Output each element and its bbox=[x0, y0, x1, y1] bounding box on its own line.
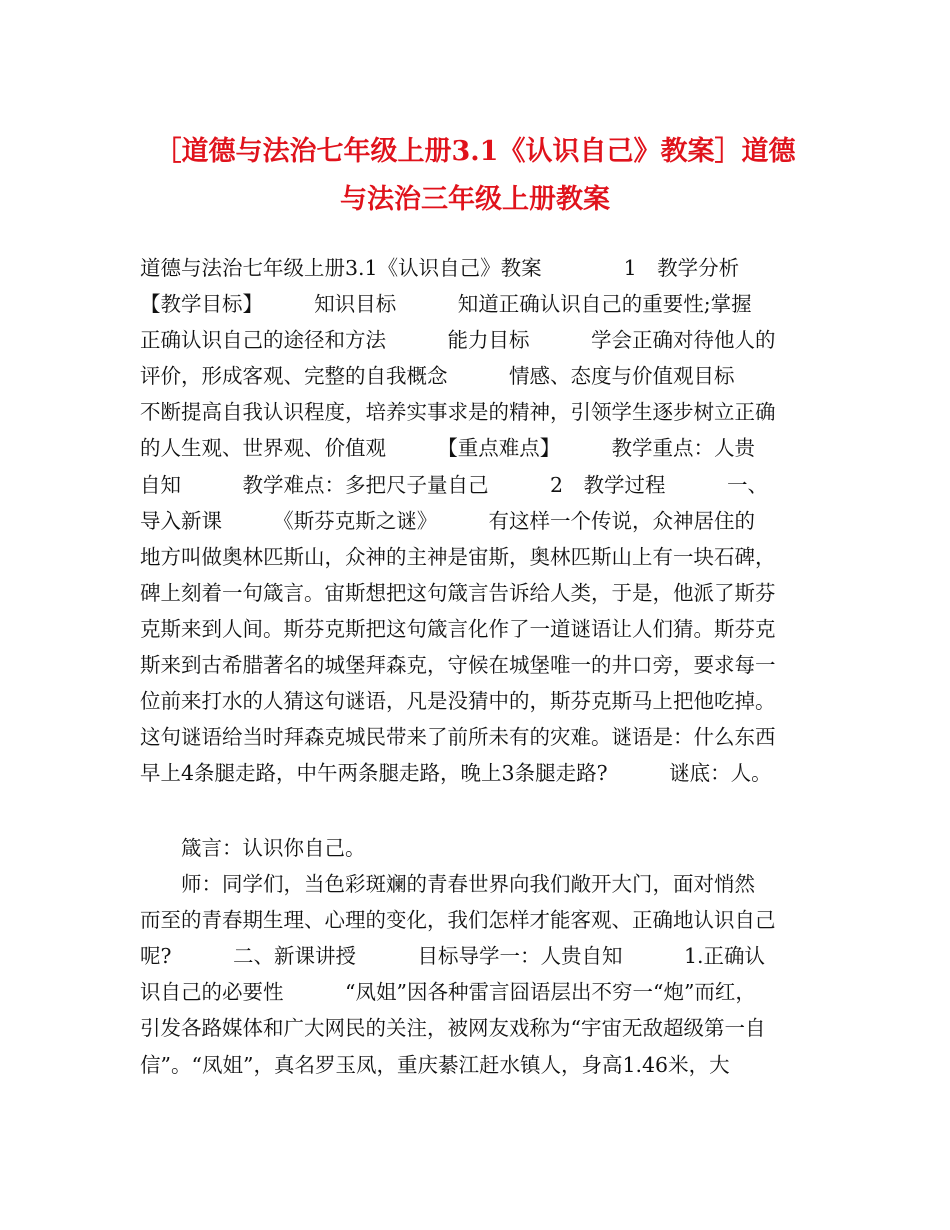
text-line: 【教学目标】 知识目标 知道正确认识自己的重要性;掌握 bbox=[140, 292, 752, 317]
text-line: 碑上刻着一句箴言。宙斯想把这句箴言告诉给人类，于是，他派了斯芬 bbox=[140, 580, 776, 605]
text-line: 呢? 二、新课讲授 目标导学一：人贵自知 1.正确认 bbox=[140, 944, 766, 969]
text-line: 师：同学们，当色彩斑斓的青春世界向我们敞开大门，面对悄然 bbox=[181, 872, 755, 897]
text-line: 道德与法治七年级上册3.1《认识自己》教案 1 教学分析 bbox=[140, 256, 740, 280]
text-line: 这句谜语给当时拜森克城民带来了前所未有的灾难。谜语是：什么东西 bbox=[140, 725, 776, 750]
body-paragraph-2 bbox=[140, 830, 830, 1083]
text-line: 的人生观、世界观、价值观 【重点难点】 教学重点：人贵 bbox=[140, 436, 755, 461]
text-line: 信”。“凤姐”，真名罗玉凤，重庆綦江赶水镇人，身高1.46米，大 bbox=[140, 1052, 730, 1077]
text-line: 而至的青春期生理、心理的变化，我们怎样才能客观、正确地认识自己 bbox=[140, 908, 776, 933]
text-line: 地方叫做奥林匹斯山，众神的主神是宙斯，奥林匹斯山上有一块石碑， bbox=[140, 544, 776, 569]
text-line: 导入新课 《斯芬克斯之谜》 有这样一个传说，众神居住的 bbox=[140, 508, 755, 533]
text-line: 位前来打水的人猜这句谜语，凡是没猜中的，斯芬克斯马上把他吃掉。 bbox=[140, 689, 776, 714]
text-line: 引发各路媒体和广大网民的关注，被网友戏称为“宇宙无敌超级第一自 bbox=[140, 1016, 766, 1041]
text-line: 识自己的必要性 “凤姐”因各种雷言囧语层出不穷一“炮”而红， bbox=[140, 980, 756, 1005]
text-line: 克斯来到人间。斯芬克斯把这句箴言化作了一道谜语让人们猜。斯芬克 bbox=[140, 616, 776, 641]
text-line: 自知 教学难点：多把尺子量自己 2 教学过程 一、 bbox=[140, 472, 769, 497]
text-line: 早上4条腿走路，中午两条腿走路，晚上3条腿走路? 谜底：人。 bbox=[140, 761, 772, 786]
text-line: 不断提高自我认识程度，培养实事求是的精神，引领学生逐步树立正确 bbox=[140, 400, 776, 425]
body-paragraph-1 bbox=[140, 250, 830, 791]
text-line: 箴言：认识你自己。 bbox=[181, 836, 366, 860]
document-title bbox=[100, 128, 850, 224]
title-line: ［道德与法治七年级上册3.1《认识自己》教案］道德 bbox=[154, 136, 796, 167]
text-line: 斯来到古希腊著名的城堡拜森克，守候在城堡唯一的井口旁，要求每一 bbox=[140, 653, 776, 678]
title-line: 与法治三年级上册教案 bbox=[340, 184, 610, 215]
text-line: 评价，形成客观、完整的自我概念 情感、态度与价值观目标 bbox=[140, 364, 735, 389]
text-line: 正确认识自己的途径和方法 能力目标 学会正确对待他人的 bbox=[140, 328, 776, 353]
